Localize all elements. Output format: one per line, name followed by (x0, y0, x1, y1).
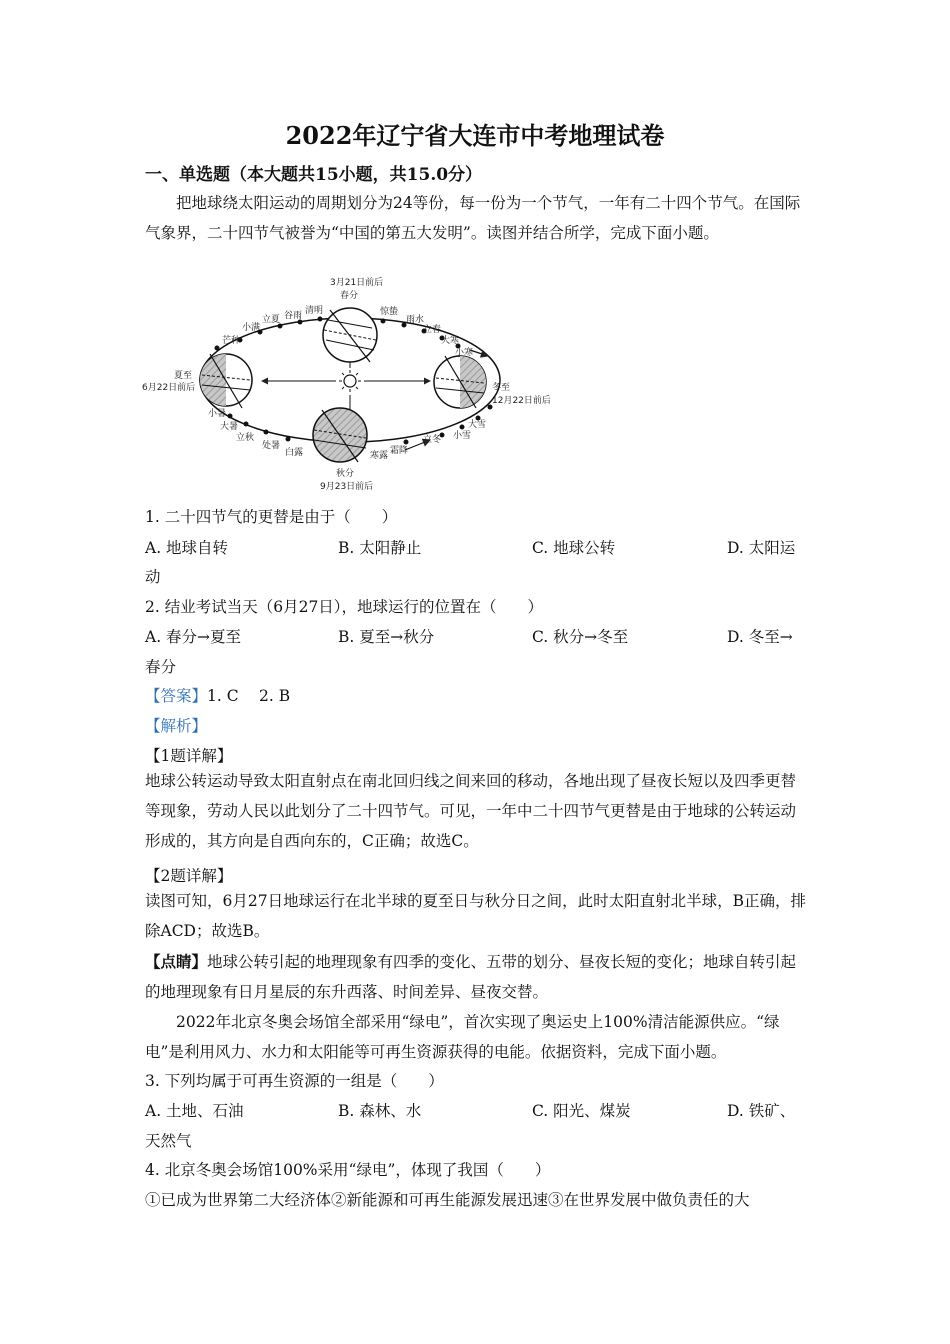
q2-option-a[interactable]: A. 春分→夏至 (145, 628, 242, 646)
autumn-date: 9月23日前后 (320, 482, 374, 492)
q1-option-d-cont: 动 (145, 568, 161, 586)
term-14: 小暑 (208, 409, 227, 419)
q1-option-c[interactable]: C. 地球公转 (532, 539, 616, 557)
q1-option-d[interactable]: D. 太阳运 (727, 539, 796, 557)
detail1-label: 【1题详解】 (145, 747, 233, 765)
q3-option-d[interactable]: D. 铁矿、 (727, 1102, 796, 1120)
term-4: 小寒 (455, 348, 474, 358)
earth-winter-solstice (434, 356, 486, 408)
term-16: 小满 (242, 323, 261, 333)
term-9: 寒露 (370, 451, 389, 461)
q4-statements: ①已成为世界第二大经济体②新能源和可再生能源发展迅速③在世界发展中做负责任的大 (145, 1191, 750, 1209)
term-13: 大暑 (220, 422, 239, 432)
summer-label: 夏至 (174, 371, 193, 381)
term-1: 雨水 (406, 315, 425, 325)
q1-option-a[interactable]: A. 地球自转 (145, 539, 229, 557)
term-10: 白露 (285, 448, 304, 458)
answer-text: 1. C 2. B (207, 687, 291, 705)
term-0: 惊蛰 (380, 307, 399, 317)
tip-text: 地球公转引起的地理现象有四季的变化、五带的划分、昼夜长短的变化；地球自转引起的地理现象有日月星辰的东升西落、时间差异、昼夜交替。 (145, 953, 797, 1001)
winter-date: 12月22日前后 (492, 396, 551, 406)
answer-label: 【答案】 (145, 687, 208, 705)
detail2-text: 读图可知，6月27日地球运行在北半球的夏至日与秋分日之间，此时太阳直射北半球，B正确，排除ACD；故选B。 (145, 892, 806, 940)
earth-spring-equinox (323, 308, 377, 362)
page-title: 2022年辽宁省大连市中考地理试卷 (285, 121, 665, 150)
earth-autumn-equinox (313, 408, 367, 462)
term-6: 小雪 (453, 431, 472, 441)
analysis-label: 【解析】 (145, 717, 208, 735)
summer-date: 6月22日前后 (142, 383, 196, 393)
q3-stem: 3. 下列均属于可再生资源的一组是（ ） (145, 1072, 444, 1090)
q4-stem: 4. 北京冬奥会场馆100%采用“绿电”，体现了我国（ ） (145, 1161, 551, 1179)
term-7: 立冬 (423, 435, 442, 445)
q1-stem: 1. 二十四节气的更替是由于（ ） (145, 508, 398, 526)
q3-option-b[interactable]: B. 森林、水 (338, 1102, 422, 1120)
q1-option-b[interactable]: B. 太阳静止 (338, 539, 422, 557)
term-18: 谷雨 (284, 311, 303, 321)
q2-option-c[interactable]: C. 秋分→冬至 (532, 628, 629, 646)
term-3: 大寒 (441, 336, 460, 346)
section-heading: 一、单选题（本大题共15小题，共15.0分） (145, 165, 483, 185)
sun-icon (339, 370, 361, 392)
term-8: 霜降 (390, 446, 409, 456)
q3-option-c[interactable]: C. 阳光、煤炭 (532, 1102, 631, 1120)
winter-label: 冬至 (492, 383, 511, 393)
term-17: 立夏 (262, 315, 281, 325)
term-19: 清明 (305, 306, 324, 316)
tip-label: 【点睛】 (145, 952, 208, 971)
q2-option-b[interactable]: B. 夏至→秋分 (338, 628, 435, 646)
q3-option-a[interactable]: A. 土地、石油 (145, 1102, 244, 1120)
term-5: 大雪 (468, 420, 487, 430)
term-2: 立春 (423, 325, 442, 335)
term-15: 芒种 (222, 336, 241, 346)
intro-paragraph-1: 把地球绕太阳运动的周期划分为24等份，每一份为一个节气，一年有二十四个节气。在国际气象界，二十四节气被誉为“中国的第五大发明”。读图并结合所学，完成下面小题。 (145, 194, 801, 242)
term-11: 处暑 (262, 441, 281, 451)
answer-line (145, 684, 290, 706)
q2-option-d-cont: 春分 (145, 658, 177, 676)
autumn-label: 秋分 (336, 469, 355, 479)
detail1-text: 地球公转运动导致太阳直射点在南北回归线之间来回的移动，各地出现了昼夜长短以及四季更替等现象，劳动人民以此划分了二十四节气。可见，一年中二十四节气更替是由于地球的公转运动形成的，其方向是自西向东的，C正确；故选C。 (145, 772, 797, 850)
spring-date: 3月21日前后 (330, 278, 384, 288)
intro-paragraph-2: 2022年北京冬奥会场馆全部采用“绿电”，首次实现了奥运史上100%清洁能源供应。“绿电”是利用风力、水力和太阳能等可再生资源获得的电能。依据资料，完成下面小题。 (145, 1013, 780, 1061)
detail2-label: 【2题详解】 (145, 867, 233, 885)
q2-option-d[interactable]: D. 冬至→ (727, 628, 793, 646)
term-12: 立秋 (236, 433, 255, 443)
q2-stem: 2. 结业考试当天（6月27日），地球运行的位置在（ ） (145, 598, 544, 616)
q3-option-d-cont: 天然气 (145, 1132, 192, 1150)
revolution-diagram (140, 270, 560, 496)
spring-label: 春分 (340, 291, 359, 301)
tip-paragraph (145, 947, 807, 1007)
